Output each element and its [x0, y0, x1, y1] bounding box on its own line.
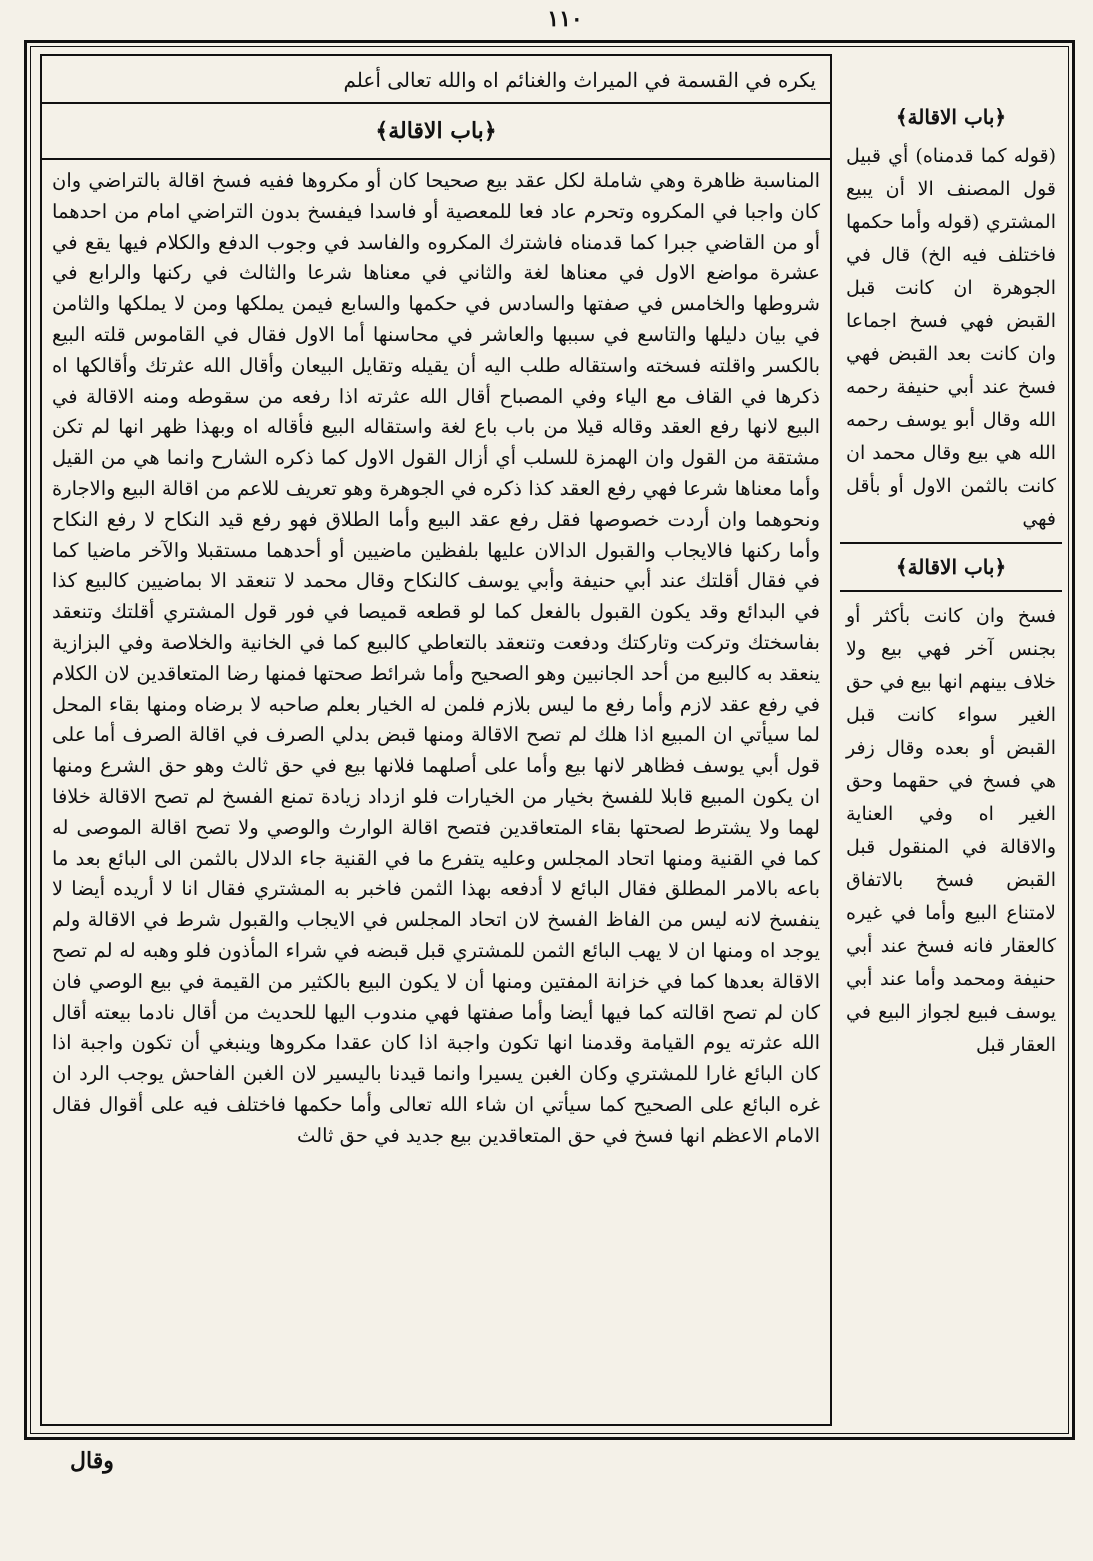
main-column [40, 54, 832, 1426]
side-heading-1: ﴿باب الاقالة﴾ [895, 105, 1007, 129]
side-paragraph-2: فسخ وان كانت بأكثر أو بجنس آخر فهي بيع ولا خلاف بينهم انها بيع في حق الغير سواء كانت قبل القبض أو بعده وقال زفر هي فسخ في حقهما وحق الغير اه وفي العناية والاقالة في المنقول قبل القبض فسخ بالاتفاق لامتناع البيع وأما في غيره كالعقار فانه فسخ عند أبي حنيفة ومحمد وأما عند أبي يوسف فبيع لجواز البيع في العقار قبل [846, 605, 1056, 1056]
main-heading: ﴿باب الاقالة﴾ [375, 118, 497, 144]
main-text [42, 160, 830, 1152]
main-heading-box [42, 104, 830, 160]
side-text-2-block [840, 592, 1062, 1062]
page-number: ١١٠ [547, 6, 583, 32]
catchword: وقال [70, 1448, 114, 1474]
main-paragraph: المناسبة ظاهرة وهي شاملة لكل عقد بيع صحيحا كان أو مكروها ففيه فسخ اقالة بالتراضي وان كان واجبا في المكروه وتحرم عاد فعا للمعصية أو فاسدا فيفسخ بدون التراضي امام من احدهما أو من القاضي جبرا كما قدمناه فاشترك المكروه والفاسد في وجوب الدفع والكلام فيها يقع في عشرة مواضع الاول في معناها لغة والثاني في معناها شرعا والثالث في ركنها والرابع في شروطها والخامس في صفتها والسادس في حكمها والسابع فيمن يملكها ومن لا يملكها والثامن في بيان دليلها والتاسع في سببها والعاشر في محاسنها أما الاول فقال في القاموس قلته البيع بالكسر واقلته فسخته واستقاله طلب اليه أن يقيله وتقايل البيعان وأقال الله عثرتك وأقالكها اه ذكرها في القاف مع الياء وفي المصباح أقال الله عثرته اذا رفعه من سقوطه ومنه الاقالة في البيع لانها رفع العقد وقاله قيلا من باب باع لغة واستقاله البيع فأقاله اه وبهذا ظهر انها لم تكن مشتقة من القول وان الهمزة للسلب أي أزال القول الاول كما ذكره الشارح وانما هي من القيل وأما معناها شرعا فهي رفع العقد كذا ذكره في الجوهرة وهو تعريف للاعم من اقالة البيع والاجارة ونحوهما وان أردت خصوصها فقل رفع عقد البيع وأما الطلاق فهو رفع قيد النكاح لا رفع النكاح وأما ركنها فالايجاب والقبول الدالان عليها بلفظين ماضيين أو أحدهما مستقبلا والآخر ماضيا كما في فقال أقلتك عند أبي حنيفة وأبي يوسف كالنكاح وقال محمد لا تنعقد الا بماضيين كالبيع كذا في البدائع وقد يكون القبول بالفعل كما لو قطعه قميصا في فور قول المشتري أقلتك وتنعقد بفاسختك وتركت وتاركتك ودفعت وتنعقد بالتعاطي كالبيع كما في الخانية والخلاصة وفي البزازية ينعقد به كالبيع من أحد الجانبين وهو الصحيح وأما شرائط صحتها فمنها رضا المتعاقدين لان الكلام في رفع عقد لازم وأما رفع ما ليس بلازم فلمن له الخيار بعلم صاحبه لا برضاه ومنها بقاء المحل لما سيأتي ان المبيع اذا هلك لم تصح الاقالة ومنها قبض بدلي الصرف في اقالة الصرف أما على قول أبي يوسف فظاهر لانها بيع وأما على أصلهما فلانها بيع في حق ثالث وهو حق الشرع ومنها ان يكون المبيع قابلا للفسخ بخيار من الخيارات فلو ازداد زيادة تمنع الفسخ لم تصح الاقالة خلافا لهما ولا يشترط لصحتها بقاء المتعاقدين فتصح اقالة الوارث والوصي ولا تصح اقالة الموصى له كما في القنية ومنها اتحاد المجلس وعليه يتفرع ما في القنية جاء الدلال بالثمن الى البائع بعد ما باعه بالامر المطلق فقال البائع لا أدفعه بهذا الثمن فاخبر به المشتري فقال انا لا أريده أيضا لا ينفسخ لانه ليس من الفاظ الفسخ لان اتحاد المجلس في الايجاب والقبول شرط في الاقالة ولم يوجد اه ومنها ان لا يهب البائع الثمن للمشتري قبل قبضه في شراء المأذون فلو وهبه له لم تصح الاقالة بعدها كما في خزانة المفتين ومنها أن لا يكون البيع بالكثير من القيمة في بيع الوصي فان كان لم تصح اقالته كما فيها أيضا وأما صفتها فهي مندوب اليها للحديث من أقال نادما بيعته أقال الله عثرته يوم القيامة وقدمنا انها تكون واجبة اذا كان عقدا مكروها وينبغي أن تكون واجبة اذا كان البائع غارا للمشتري وكان الغبن يسيرا وانما قيدنا باليسير لان الغبن الفاحش يوجب الرد ان غره البائع على الصحيح كما سيأتي ان شاء الله تعالى وأما حكمها فاختلف فيه على أقوال فقال الامام الاعظم انها فسخ في حق المتعاقدين بيع جديد في حق ثالث [52, 169, 820, 1147]
side-column [840, 96, 1062, 1426]
side-heading-2: ﴿باب الاقالة﴾ [895, 555, 1007, 579]
main-top-line: يكره في القسمة في الميراث والغنائم اه والله تعالى أعلم [42, 56, 830, 104]
side-heading-2-box [840, 542, 1062, 592]
side-paragraph-1: (قوله كما قدمناه) أي قبيل قول المصنف الا أن يبيع المشتري (قوله وأما حكمها فاختلف فيه الخ) قال في الجوهرة ان كانت قبل القبض فهي فسخ اجماعا وان كانت بعد القبض فهي فسخ عند أبي حنيفة رحمه الله وقال أبو يوسف رحمه الله هي بيع وقال محمد ان كانت بالثمن الاول أو بأقل فهي [846, 145, 1056, 530]
side-text-1-block [840, 138, 1062, 536]
